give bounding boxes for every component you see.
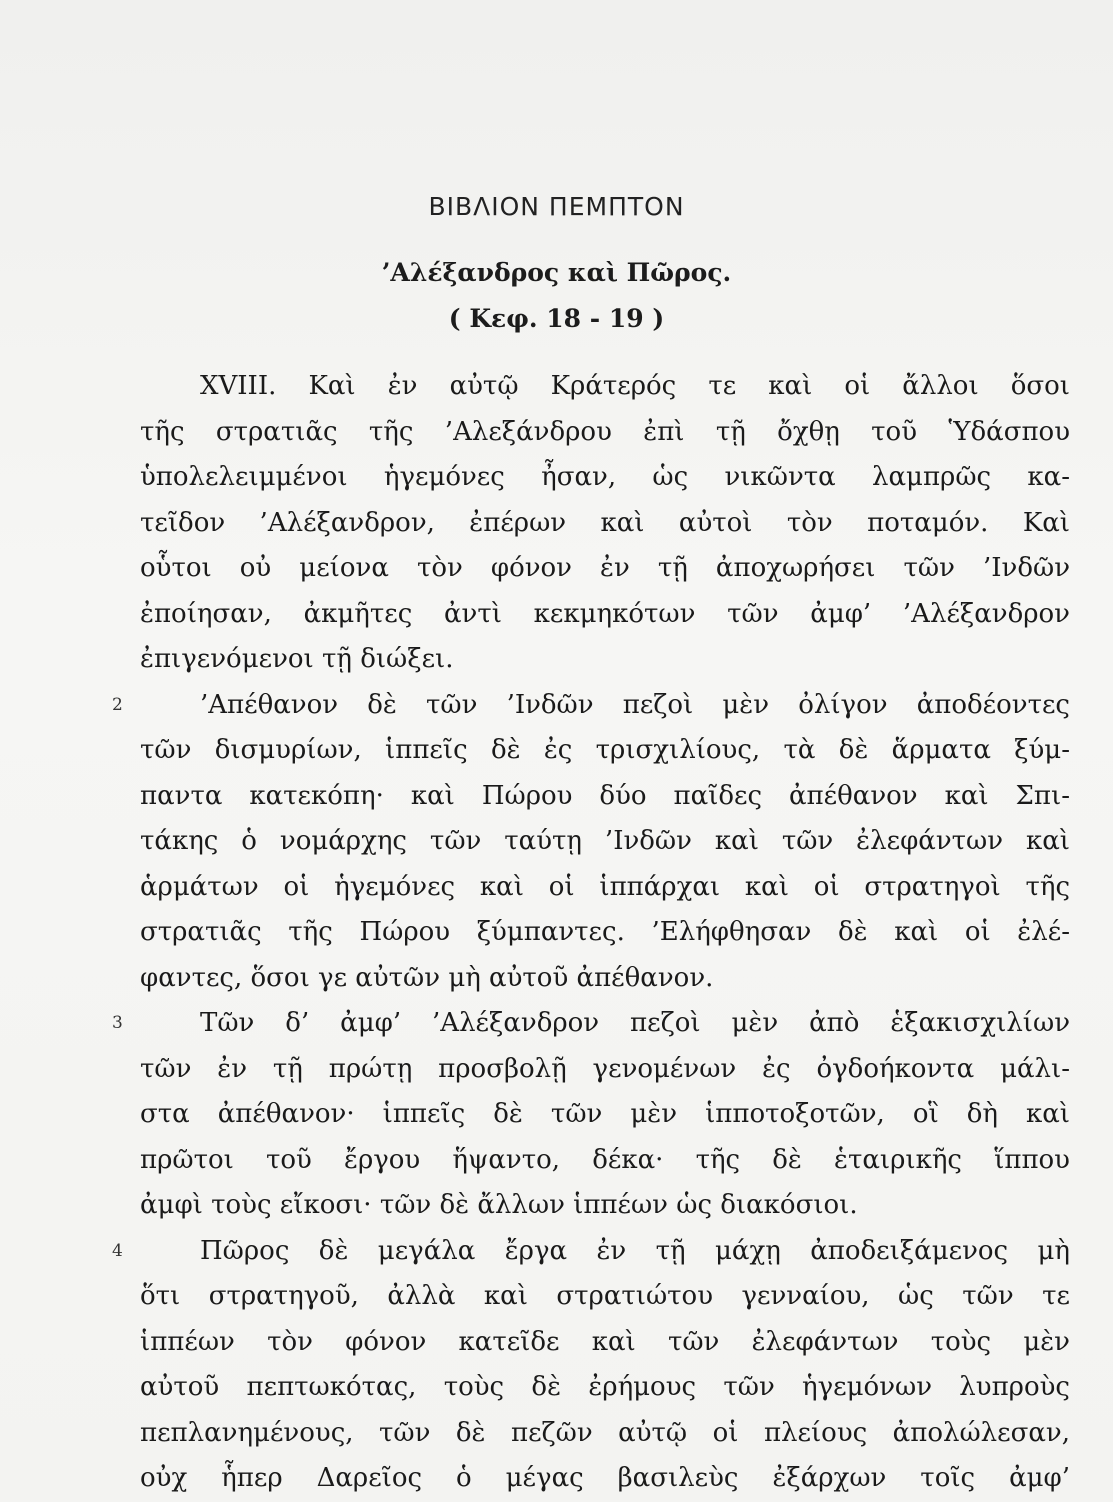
line-text: πρῶτοι τοῦ ἔργου ἥψαντο, δέκα· τῆς δὲ ἑταιρικῆς ἵππου <box>140 1144 1070 1175</box>
line-text: ὑπολελειμμένοι ἡγεμόνες ἦσαν, ὡς νικῶντα λαμπρῶς κα- <box>140 462 1070 492</box>
text-line <box>140 455 1070 501</box>
paragraph-number: 4 <box>112 1240 123 1261</box>
text-line <box>140 410 1070 456</box>
text-line <box>140 501 1070 547</box>
text-line <box>140 364 1070 410</box>
paragraph-number: 2 <box>112 694 123 715</box>
line-text: φαντες, ὅσοι γε αὐτῶν μὴ αὐτοῦ ἀπέθανον. <box>140 962 714 993</box>
text-line <box>140 956 1070 1002</box>
line-text: ἱππέων τὸν φόνον κατεῖδε καὶ τῶν ἐλεφάντων τοὺς μὲν <box>140 1326 1070 1357</box>
line-text: τάκης ὁ νομάρχης τῶν ταύτῃ ’Ινδῶν καὶ τῶν ἐλεφάντων καὶ <box>140 826 1070 856</box>
text-line <box>112 683 1070 729</box>
text-line <box>140 1365 1070 1411</box>
paragraph-number: 3 <box>112 1013 123 1033</box>
text-line <box>140 865 1070 911</box>
line-text: τῆς στρατιᾶς τῆς ’Αλεξάνδρου ἐπὶ τῇ ὄχθῃ τοῦ Ὑδάσπου <box>140 416 1070 447</box>
text-line <box>140 910 1070 956</box>
text-line <box>140 1183 1070 1229</box>
text-line <box>140 592 1070 638</box>
text-line <box>140 774 1070 820</box>
text-line <box>140 728 1070 774</box>
text-block <box>112 364 1070 1502</box>
text-line <box>112 1229 1070 1275</box>
line-text: ἀμφὶ τοὺς εἴκοσι· τῶν δὲ ἄλλων ἱππέων ὡς διακόσιοι. <box>140 1190 858 1220</box>
line-text: τῶν ἐν τῇ πρώτῃ προσβολῇ γενομένων ἐς ὀγδοήκοντα μάλι- <box>140 1053 1070 1084</box>
line-text: στα ἀπέθανον· ἱππεῖς δὲ τῶν μὲν ἱπποτοξοτῶν, οἳ δὴ καὶ <box>140 1099 1070 1129</box>
line-text: αὐτοῦ πεπτωκότας, τοὺς δὲ ἐρήμους τῶν ἡγεμόνων λυπροὺς <box>140 1372 1070 1402</box>
line-text: οὗτοι οὐ μείονα τὸν φόνον ἐν τῇ ἀποχωρήσει τῶν ’Ινδῶν <box>140 553 1070 583</box>
text-line <box>140 819 1070 865</box>
line-text: στρατιᾶς τῆς Πώρου ξύμπαντες. ’Ελήφθησαν δὲ καὶ οἱ ἐλέ- <box>140 917 1070 947</box>
book-title: ΒΙΒΛΙΟΝ ΠΕΜΠΤΟΝ <box>428 192 685 221</box>
text-line <box>140 546 1070 592</box>
line-text: τῶν δισμυρίων, ἱππεῖς δὲ ἐς τρισχιλίους, τὰ δὲ ἅρματα ξύμ- <box>140 735 1070 765</box>
line-text: ὅτι στρατηγοῦ, ἀλλὰ καὶ στρατιώτου γενναίου, ὡς τῶν τε <box>140 1281 1070 1311</box>
text-line <box>140 1274 1070 1320</box>
line-text: πεπλανημένους, τῶν δὲ πεζῶν αὐτῷ οἱ πλείους ἀπολώλεσαν, <box>140 1417 1070 1448</box>
text-line <box>140 637 1070 683</box>
text-line <box>140 1411 1070 1457</box>
line-text: οὐχ ἧπερ Δαρεῖος ὁ μέγας βασιλεὺς ἐξάρχων τοῖς ἀμφ’ <box>140 1463 1070 1493</box>
line-text: ’Απέθανον δὲ τῶν ’Ινδῶν πεζοὶ μὲν ὀλίγον ἀποδέοντες <box>200 689 1070 720</box>
line-text: Πῶρος δὲ μεγάλα ἔργα ἐν τῇ μάχῃ ἀποδειξάμενος μὴ <box>200 1235 1070 1266</box>
line-text: ἐποίησαν, ἀκμῆτες ἀντὶ κεκμηκότων τῶν ἀμφ’ ’Αλέξανδρον <box>140 598 1070 629</box>
section-title: ’Αλέξανδρος καὶ Πῶρος. <box>381 258 732 287</box>
line-text: παντα κατεκόπη· καὶ Πώρου δύο παῖδες ἀπέθανον καὶ Σπι- <box>140 780 1070 811</box>
text-line <box>140 1138 1070 1184</box>
text-line <box>112 1001 1070 1047</box>
text-line <box>140 1320 1070 1366</box>
text-line <box>140 1047 1070 1093</box>
line-text: ἐπιγενόμενοι τῇ διώξει. <box>140 644 454 674</box>
line-text: Τῶν δ’ ἀμφ’ ’Αλέξανδρον πεζοὶ μὲν ἀπὸ ἑξακισχιλίων <box>200 1008 1070 1038</box>
line-text: ἁρμάτων οἱ ἡγεμόνες καὶ οἱ ἱππάρχαι καὶ οἱ στρατηγοὶ τῆς <box>140 871 1070 902</box>
text-line <box>140 1092 1070 1138</box>
line-text: τεῖδον ’Αλέξανδρον, ἐπέρων καὶ αὐτοὶ τὸν ποταμόν. Καὶ <box>140 507 1070 538</box>
chapter-reference: ( Κεφ. 18 - 19 ) <box>448 304 665 333</box>
text-line <box>140 1456 1070 1502</box>
line-text: XVIII. Καὶ ἐν αὐτῷ Κράτερός τε καὶ οἱ ἄλλοι ὅσοι <box>200 371 1070 401</box>
